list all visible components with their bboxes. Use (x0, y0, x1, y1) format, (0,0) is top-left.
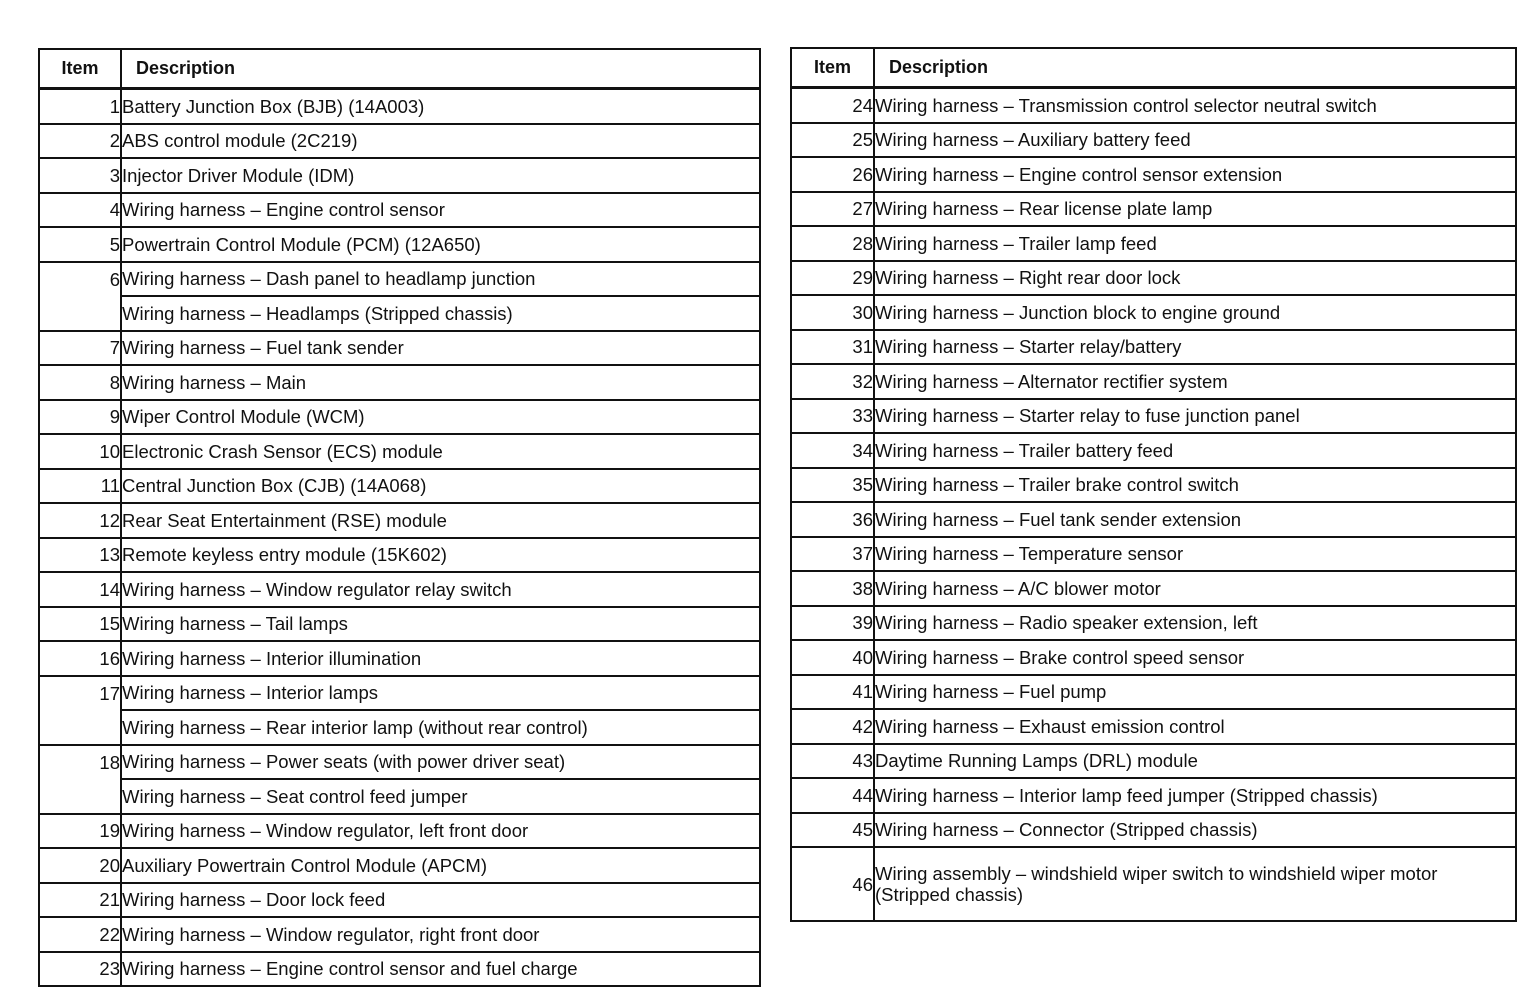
description-cell: Wiring harness – Exhaust emission control (874, 709, 1516, 744)
description-cell: Wiring harness – Trailer brake control switch (874, 468, 1516, 503)
column-header-item: Item (39, 49, 121, 89)
description-cell: Wiring harness – Fuel pump (874, 675, 1516, 710)
item-number-cell: 25 (791, 123, 874, 158)
item-number-cell: 40 (791, 640, 874, 675)
description-cell: Wiring harness – Headlamps (Stripped chassis) (121, 296, 760, 331)
description-cell: Wiring harness – Power seats (with power driver seat) (121, 745, 760, 780)
item-number-cell: 5 (39, 227, 121, 262)
item-number-cell: 35 (791, 468, 874, 503)
item-number-cell: 39 (791, 606, 874, 641)
description-cell: Wiring harness – Engine control sensor (121, 193, 760, 228)
table-row (39, 848, 760, 883)
table-row (39, 538, 760, 573)
table-row (39, 710, 760, 745)
table-row (39, 227, 760, 262)
table-row (39, 917, 760, 952)
item-number-cell: 13 (39, 538, 121, 573)
description-cell: Wiring harness – Interior lamp feed jumper (Stripped chassis) (874, 778, 1516, 813)
description-cell: Wiring harness – A/C blower motor (874, 571, 1516, 606)
item-number-cell: 3 (39, 158, 121, 193)
description-cell: Powertrain Control Module (PCM) (12A650) (121, 227, 760, 262)
item-number-cell: 4 (39, 193, 121, 228)
item-number-cell: 28 (791, 226, 874, 261)
description-cell: Wiring harness – Interior lamps (121, 676, 760, 711)
table-row (39, 296, 760, 331)
item-number-cell: 12 (39, 503, 121, 538)
description-cell: Injector Driver Module (IDM) (121, 158, 760, 193)
table-body-right (791, 88, 1516, 922)
table-header-row (791, 48, 1516, 88)
item-number-cell: 7 (39, 331, 121, 366)
item-number-cell: 34 (791, 433, 874, 468)
table-row (791, 226, 1516, 261)
description-cell: ABS control module (2C219) (121, 124, 760, 159)
table-row (791, 778, 1516, 813)
description-cell: Wiring harness – Starter relay/battery (874, 330, 1516, 365)
description-cell: Wiring harness – Door lock feed (121, 883, 760, 918)
description-cell: Electronic Crash Sensor (ECS) module (121, 434, 760, 469)
item-number-cell: 14 (39, 572, 121, 607)
table-row (39, 814, 760, 849)
table-row (39, 883, 760, 918)
table-row (791, 157, 1516, 192)
table-row (791, 709, 1516, 744)
item-number-cell: 19 (39, 814, 121, 849)
item-number-cell: 20 (39, 848, 121, 883)
table-row (39, 779, 760, 814)
description-cell: Wiring harness – Seat control feed jumper (121, 779, 760, 814)
column-header-description: Description (121, 49, 760, 89)
parts-table-right (790, 47, 1517, 922)
table-row (39, 607, 760, 642)
item-number-cell: 37 (791, 537, 874, 572)
table-header-row (39, 49, 760, 89)
table-row (39, 676, 760, 711)
item-number-cell: 29 (791, 261, 874, 296)
table-row (791, 295, 1516, 330)
description-cell: Wiring harness – Trailer lamp feed (874, 226, 1516, 261)
table-row (791, 640, 1516, 675)
item-number-cell: 18 (39, 745, 121, 814)
item-number-cell: 16 (39, 641, 121, 676)
item-number-cell: 21 (39, 883, 121, 918)
item-number-cell: 45 (791, 813, 874, 848)
table-row (791, 606, 1516, 641)
item-number-cell: 41 (791, 675, 874, 710)
table-row (791, 88, 1516, 123)
table-row (39, 193, 760, 228)
description-cell: Wiring harness – Interior illumination (121, 641, 760, 676)
table-row (791, 261, 1516, 296)
description-cell: Wiring harness – Dash panel to headlamp junction (121, 262, 760, 297)
table-row (39, 745, 760, 780)
table-row (791, 364, 1516, 399)
item-number-cell: 1 (39, 89, 121, 124)
table-row (39, 158, 760, 193)
table-row (791, 330, 1516, 365)
table-row (39, 262, 760, 297)
item-number-cell: 15 (39, 607, 121, 642)
table-row (39, 434, 760, 469)
description-cell: Wiring harness – Transmission control selector neutral switch (874, 88, 1516, 123)
item-number-cell: 8 (39, 365, 121, 400)
table-row (791, 433, 1516, 468)
table-row (39, 469, 760, 504)
column-header-item: Item (791, 48, 874, 88)
item-number-cell: 27 (791, 192, 874, 227)
description-cell: Wiring harness – Trailer battery feed (874, 433, 1516, 468)
item-number-cell: 46 (791, 847, 874, 921)
table-row (39, 503, 760, 538)
description-cell: Central Junction Box (CJB) (14A068) (121, 469, 760, 504)
table-row (791, 192, 1516, 227)
table-row (791, 502, 1516, 537)
description-cell: Wiring harness – Tail lamps (121, 607, 760, 642)
table-row (791, 468, 1516, 503)
parts-table-left (38, 48, 761, 987)
item-number-cell: 10 (39, 434, 121, 469)
table-row (791, 675, 1516, 710)
item-number-cell: 32 (791, 364, 874, 399)
description-cell: Wiring harness – Radio speaker extension, left (874, 606, 1516, 641)
description-cell: Wiring harness – Rear license plate lamp (874, 192, 1516, 227)
description-cell: Remote keyless entry module (15K602) (121, 538, 760, 573)
description-cell: Wiring harness – Right rear door lock (874, 261, 1516, 296)
description-cell: Auxiliary Powertrain Control Module (APCM) (121, 848, 760, 883)
item-number-cell: 38 (791, 571, 874, 606)
description-cell: Wiring harness – Fuel tank sender extension (874, 502, 1516, 537)
item-number-cell: 31 (791, 330, 874, 365)
description-cell: Wiring harness – Engine control sensor extension (874, 157, 1516, 192)
description-cell: Wiring harness – Fuel tank sender (121, 331, 760, 366)
item-number-cell: 42 (791, 709, 874, 744)
description-cell: Wiring harness – Brake control speed sensor (874, 640, 1516, 675)
description-cell: Wiring harness – Temperature sensor (874, 537, 1516, 572)
table-row (39, 331, 760, 366)
description-cell: Wiring harness – Auxiliary battery feed (874, 123, 1516, 158)
table-row (791, 571, 1516, 606)
table-row (791, 847, 1516, 921)
description-cell: Daytime Running Lamps (DRL) module (874, 744, 1516, 779)
table-row (791, 123, 1516, 158)
item-number-cell: 22 (39, 917, 121, 952)
description-cell: Wiring harness – Main (121, 365, 760, 400)
description-cell: Wiring harness – Alternator rectifier system (874, 364, 1516, 399)
description-cell: Wiring harness – Rear interior lamp (without rear control) (121, 710, 760, 745)
description-cell: Wiring harness – Window regulator, left front door (121, 814, 760, 849)
description-cell: Wiring harness – Window regulator, right front door (121, 917, 760, 952)
table-row (791, 744, 1516, 779)
item-number-cell: 2 (39, 124, 121, 159)
table-row (39, 89, 760, 124)
table-row (39, 641, 760, 676)
item-number-cell: 44 (791, 778, 874, 813)
table-row (791, 399, 1516, 434)
item-number-cell: 9 (39, 400, 121, 435)
table-row (39, 572, 760, 607)
item-number-cell: 24 (791, 88, 874, 123)
table-row (791, 537, 1516, 572)
item-number-cell: 36 (791, 502, 874, 537)
column-header-description: Description (874, 48, 1516, 88)
table-row (39, 365, 760, 400)
description-cell: Rear Seat Entertainment (RSE) module (121, 503, 760, 538)
table-body-left (39, 89, 760, 987)
description-cell: Wiring harness – Engine control sensor and fuel charge (121, 952, 760, 987)
item-number-cell: 30 (791, 295, 874, 330)
description-cell: Wiring assembly – windshield wiper switch to windshield wiper motor (Stripped chassis) (874, 847, 1516, 921)
description-cell: Battery Junction Box (BJB) (14A003) (121, 89, 760, 124)
item-number-cell: 33 (791, 399, 874, 434)
description-cell: Wiper Control Module (WCM) (121, 400, 760, 435)
item-number-cell: 11 (39, 469, 121, 504)
table-row (39, 400, 760, 435)
item-number-cell: 26 (791, 157, 874, 192)
description-cell: Wiring harness – Junction block to engine ground (874, 295, 1516, 330)
item-number-cell: 23 (39, 952, 121, 987)
item-number-cell: 17 (39, 676, 121, 745)
table-row (39, 124, 760, 159)
item-number-cell: 43 (791, 744, 874, 779)
description-cell: Wiring harness – Connector (Stripped chassis) (874, 813, 1516, 848)
item-number-cell: 6 (39, 262, 121, 331)
table-row (39, 952, 760, 987)
table-row (791, 813, 1516, 848)
description-cell: Wiring harness – Starter relay to fuse junction panel (874, 399, 1516, 434)
description-cell: Wiring harness – Window regulator relay switch (121, 572, 760, 607)
